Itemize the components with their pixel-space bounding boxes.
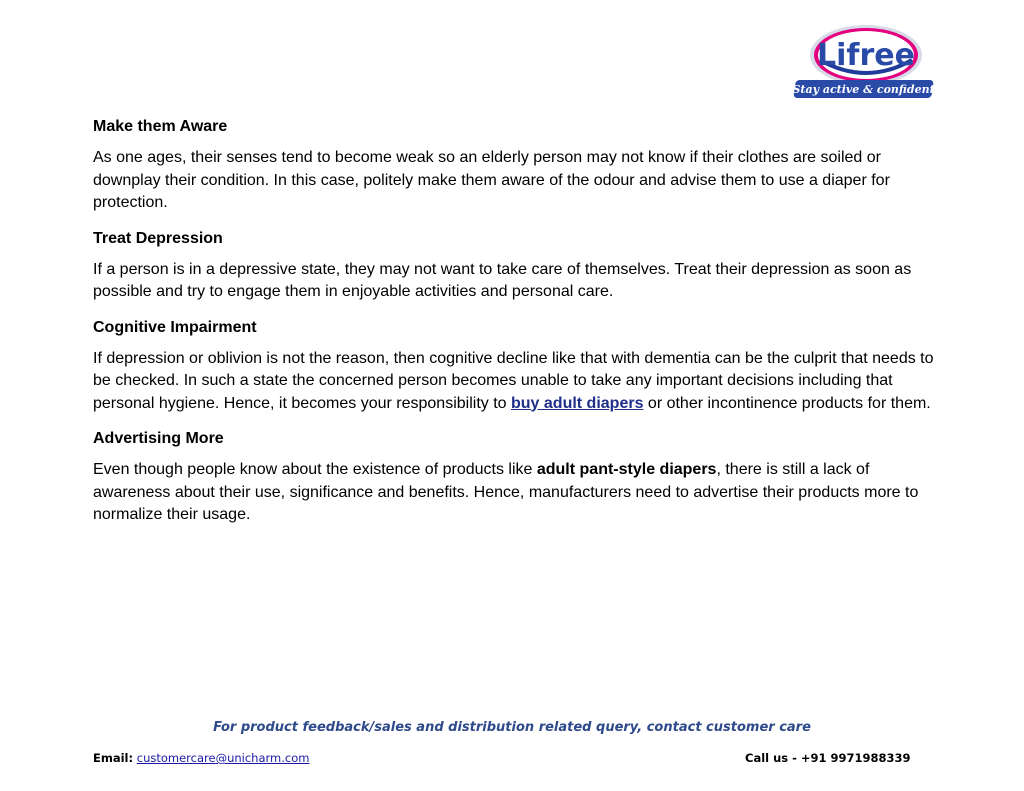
section-text bbox=[93, 348, 938, 416]
logo-tagline: Stay active & confident! bbox=[792, 83, 940, 96]
text-segment: or other incontinence products for them. bbox=[643, 394, 931, 412]
section-cognitive-impairment bbox=[93, 318, 938, 416]
section-text: If a person is in a depressive state, they may not want to take care of themselves. Treat their depression as soon as possible and try to engage them in enjoyable activities and personal care. bbox=[93, 260, 912, 300]
buy-adult-diapers-link[interactable]: buy adult diapers bbox=[511, 394, 644, 412]
section-treat-depression bbox=[93, 229, 938, 304]
article-body bbox=[93, 117, 938, 541]
logo-brand-text: Lifree bbox=[817, 38, 915, 73]
section-heading: Advertising More bbox=[93, 430, 224, 447]
section-make-them-aware bbox=[93, 117, 938, 215]
section-heading: Treat Depression bbox=[93, 229, 223, 247]
text-segment: If depression or oblivion is not the reason, then cognitive decline like that with dementia can be the culprit that needs to be checked. In such a state the concerned person becomes unable to take any important decisions including that personal hygiene. Hence, it becomes your responsibility to bbox=[93, 349, 934, 412]
bold-term: adult pant-style diapers bbox=[536, 461, 717, 478]
email-link[interactable]: customercare@unicharm.com bbox=[136, 751, 310, 765]
section-heading: Make them Aware bbox=[93, 118, 228, 135]
section-heading: Cognitive Impairment bbox=[93, 318, 257, 336]
section-text bbox=[93, 459, 938, 527]
footer-email bbox=[93, 751, 309, 765]
text-segment: , there is still a lack of awareness about their use, significance and benefits. Hence, manufacturers need to advertise their products more to normalize their usage. bbox=[93, 461, 919, 523]
section-text: As one ages, their senses tend to become weak so an elderly person may not know if their clothes are soiled or downplay their condition. In this case, politely make them aware of the odour and advise them to use a diaper for protection. bbox=[93, 149, 890, 211]
footer-phone: Call us - +91 9971988339 bbox=[745, 751, 911, 765]
email-label: Email: bbox=[93, 751, 134, 765]
text-segment: Even though people know about the existence of products like bbox=[93, 461, 537, 478]
lifree-logo bbox=[790, 22, 940, 102]
footer-contact-note: For product feedback/sales and distribution related query, contact customer care bbox=[213, 720, 811, 735]
section-advertising-more bbox=[93, 429, 938, 527]
